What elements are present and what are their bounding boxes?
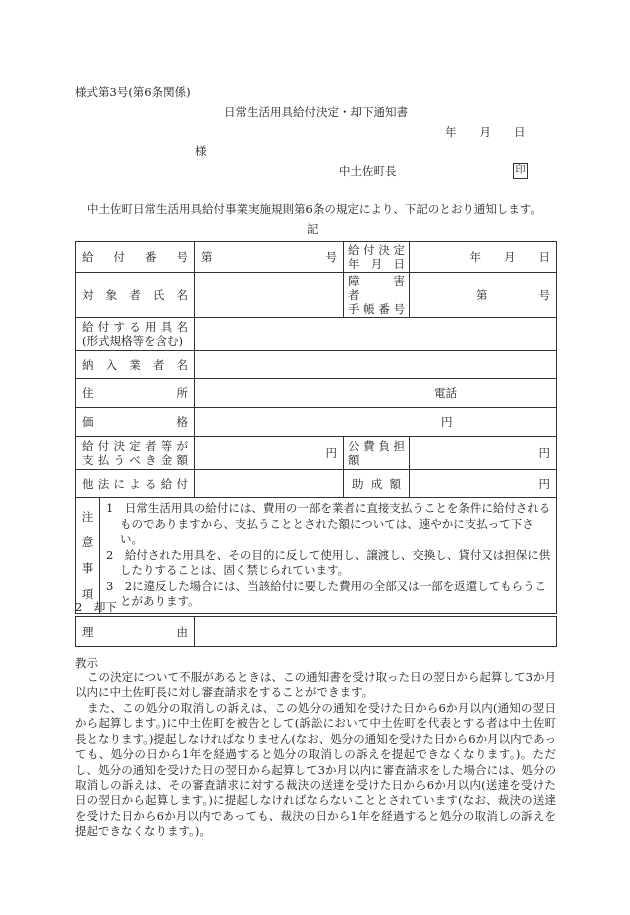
decision-date-label-2: 年 月 日 — [348, 257, 405, 271]
cell-benefit-number[interactable] — [195, 242, 344, 273]
label-reason: 理由 — [76, 617, 195, 647]
notes-label-char: 事 — [81, 561, 94, 576]
label-payment — [76, 437, 195, 470]
disability-cert-label-1: 障 害 者 — [348, 274, 417, 302]
seal-mark — [513, 162, 528, 179]
form-code: 様式第3号(第6条関係) — [75, 85, 191, 99]
row-equipment — [76, 318, 557, 351]
label-other-law: 他法による給付 — [76, 470, 195, 498]
payment-label-2: 支払うべき金額 — [82, 453, 188, 467]
cell-recipient-name[interactable] — [195, 273, 344, 318]
row-supplier — [76, 351, 557, 379]
cell-address[interactable] — [195, 379, 557, 408]
note-item: 1 日常生活用具の給付には、費用の一部を業者に直接支払うことを条件に給付されるものでありますから、支払うこととされた額については、速やかに支払って下さい。 — [106, 501, 551, 546]
benefit-number-suffix: 号 — [325, 250, 337, 264]
benefit-number-prefix: 第 — [201, 250, 213, 264]
label-public-burden: 公費負担額 — [344, 437, 410, 470]
cert-suffix: 号 — [538, 288, 550, 302]
cell-equipment[interactable] — [195, 318, 557, 351]
notes-label-char: 注 — [81, 509, 94, 524]
label-recipient-name: 対象者氏名 — [76, 273, 195, 318]
decision-table — [75, 241, 557, 614]
disability-cert-label-2: 手帳番号 — [348, 302, 405, 316]
row-notes — [76, 498, 557, 614]
instruction-paragraph-1: この決定について不服があるときは、この通知書を受け取った日の翌日から起算して3か月以内に中土佐町長に対し審査請求をすることができます。 — [75, 670, 556, 700]
cell-public-burden[interactable]: 円 — [410, 437, 557, 470]
instruction-heading: 教示 — [75, 656, 98, 670]
row-benefit-number — [76, 242, 557, 273]
label-aid-amount: 助成額 — [344, 470, 410, 498]
notes-box — [76, 498, 557, 614]
row-recipient — [76, 273, 557, 318]
payment-label-1: 給付決定者等が — [82, 439, 188, 453]
cell-aid-amount[interactable]: 円 — [410, 470, 557, 498]
equipment-label-2: (形式規格等を含む) — [82, 334, 183, 348]
cell-supplier[interactable] — [195, 351, 557, 379]
intro-text: 中土佐町日常生活用具給付事業実施規則第6条の規定により、下記のとおり通知します。 — [87, 202, 542, 216]
rejection-heading: 2 却下 — [75, 600, 117, 614]
cell-decision-date[interactable]: 年 月 日 — [410, 242, 557, 273]
note-item: 3 2に違反した場合には、当該給付に要した費用の全部又は一部を返還してもらうことがあります。 — [106, 578, 547, 608]
ki-heading: 記 — [307, 222, 319, 236]
rejection-table — [75, 616, 557, 647]
cell-other-law[interactable] — [195, 470, 344, 498]
label-disability-cert — [344, 273, 417, 318]
note-item: 2 給付された用具を、その目的に反して使用し、譲渡し、交換し、貸付又は担保に供したりすることは、固く禁じられています。 — [106, 547, 551, 577]
phone-label: 電話 — [434, 386, 457, 400]
decision-date-label-1: 給付決定 — [348, 243, 405, 257]
row-address — [76, 379, 557, 408]
row-payment — [76, 437, 557, 470]
notes-label-char: 項 — [81, 586, 94, 601]
label-price: 価格 — [76, 408, 195, 437]
document-title: 日常生活用具給付決定・却下通知書 — [224, 105, 408, 119]
cert-prefix: 第 — [476, 288, 488, 302]
cell-payment-amount[interactable]: 円 — [195, 437, 344, 470]
notes-label-char: 意 — [81, 535, 94, 550]
instruction-paragraph-2: また、この処分の取消しの訴えは、この処分の通知を受けた日から6か月以内(通知の翌日から起算します。)に中土佐町を被告として(訴訟において中土佐町を代表とする者は中土佐町長となります。)提起しなければなりません(なお、処分の通知を受けた日から6か月以内であっても、処分の日から1年を経過すると処分の取消しの訴えを提起できなくなります。)。ただし、処分の通知を受けた日の翌日から起算して3か月以内に審査請求をした場合には、処分の取消しの訴えは、その審査請求に対する裁決の送達を受けた日から6か月以内(送達を受けた日の翌日から起算します。)に提起しなければならないこととされています(なお、裁決の送達を受けた日から6か月以内であっても、裁決の日から1年を経過すると処分の取消しの訴えを提起できなくなります。)。 — [75, 701, 556, 839]
cell-disability-cert[interactable] — [410, 273, 557, 318]
label-equipment — [76, 318, 195, 351]
row-reason — [76, 617, 557, 647]
label-supplier: 納入業者名 — [76, 351, 195, 379]
notes-content — [100, 498, 556, 613]
cell-reason[interactable] — [195, 617, 557, 647]
seal-char: 印 — [513, 163, 528, 179]
notes-label — [76, 498, 100, 613]
label-benefit-number: 給付番号 — [76, 242, 195, 273]
price-unit: 円 — [441, 415, 453, 429]
issue-date: 年 月 日 — [445, 125, 526, 139]
issuer-name: 中土佐町長 — [339, 164, 397, 178]
row-price — [76, 408, 557, 437]
cell-price[interactable] — [195, 408, 557, 437]
label-address: 住所 — [76, 379, 195, 408]
label-decision-date — [344, 242, 410, 273]
equipment-label-1: 給付する用具名 — [82, 320, 188, 334]
row-other-law — [76, 470, 557, 498]
addressee-suffix: 様 — [195, 144, 207, 158]
